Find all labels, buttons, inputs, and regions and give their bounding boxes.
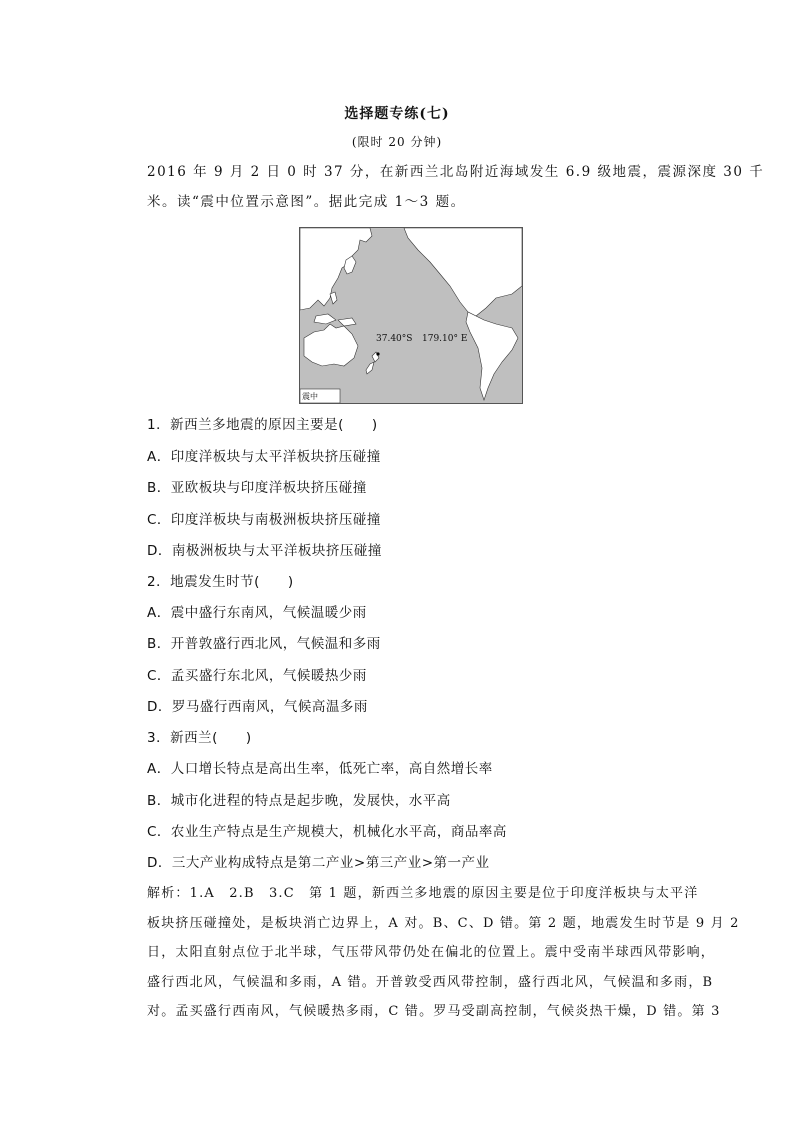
question-3-option-b: B．城市化进程的特点是起步晚，发展快，水平高 [147,793,451,809]
question-1-option-b: B．亚欧板块与印度洋板块挤压碰撞 [147,480,367,496]
question-2-option-d: D．罗马盛行西南风，气候高温多雨 [147,699,368,715]
map-graphic [300,228,522,403]
analysis-line-4: 盛行西北风，气候温和多雨，A 错。开普敦受西风带控制，盛行西北风，气候温和多雨，B [147,974,714,990]
latitude-label: 37.40°S [376,334,413,344]
question-intro [147,160,765,214]
question-2-option-b: B．开普敦盛行西北风，气候温和多雨 [147,636,381,652]
page-title: 选择题专练(七) [344,106,450,122]
answer-analysis [147,879,740,1027]
analysis-line-1: 解析：1.A 2.B 3.C 第 1 题，新西兰多地震的原因主要是位于印度洋板块与太平洋 [147,886,699,901]
question-1-option-d: D．南极洲板块与太平洋板块挤压碰撞 [147,543,382,559]
question-3-option-a: A．人口增长特点是高出生率，低死亡率，高自然增长率 [147,761,493,777]
intro-line-2: 米。读“震中位置示意图”。据此完成 1～3 题。 [147,194,466,210]
question-1-stem: 1．新西兰多地震的原因主要是( ) [147,417,378,433]
question-3-stem: 3．新西兰( ) [147,730,252,746]
epicenter-label: 震中 [302,392,318,401]
analysis-line-2: 板块挤压碰撞处，是板块消亡边界上，A 对。B、C、D 错。第 2 题，地震发生时节是 9 月 2 [147,915,740,931]
question-1-option-a: A．印度洋板块与太平洋板块挤压碰撞 [147,449,381,465]
analysis-line-3: 日，太阳直射点位于北半球，气压带风带仍处在偏北的位置上。震中受南半球西风带影响， [147,945,716,960]
question-3-option-d: D．三大产业构成特点是第二产业>第三产业>第一产业 [147,855,490,871]
intro-line-1: 2016 年 9 月 2 日 0 时 37 分，在新西兰北岛附近海域发生 6.9 级地震，震源深度 30 千 [147,164,765,180]
analysis-line-5: 对。孟买盛行西南风，气候暖热多雨，C 错。罗马受副高控制，气候炎热干燥，D 错。第 3 [147,1004,721,1019]
question-1-option-c: C．印度洋板块与南极洲板块挤压碰撞 [147,512,381,528]
time-limit: (限时 20 分钟) [351,135,443,149]
question-2-stem: 2．地震发生时节( ) [147,574,294,590]
epicenter-dot-icon [376,352,379,355]
longitude-label: 179.10° E [422,334,468,344]
question-2-option-a: A．震中盛行东南风，气候温暖少雨 [147,605,367,621]
question-3-option-c: C．农业生产特点是生产规模大，机械化水平高，商品率高 [147,824,507,840]
epicenter-map [299,227,523,404]
question-2-option-c: C．孟买盛行东北风，气候暖热少雨 [147,668,367,684]
